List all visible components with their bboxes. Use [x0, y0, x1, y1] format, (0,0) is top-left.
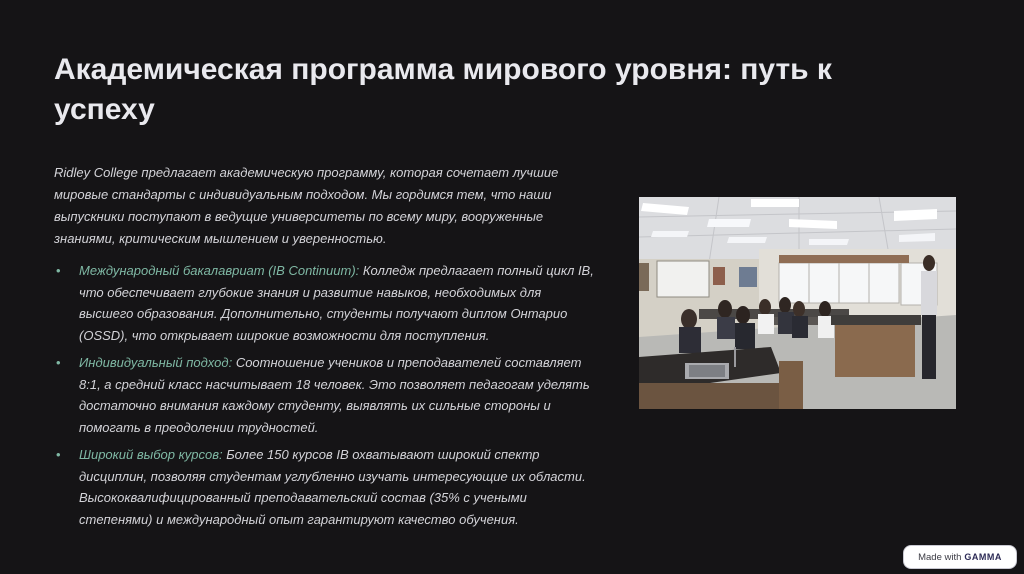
feature-list — [54, 260, 594, 536]
intro-paragraph: Ridley College предлагает академическую программу, которая сочетает лучшие мировые стандарты с индивидуальным подходом. Мы гордимся тем, что наши выпускники поступают в ведущие университеты по всему миру, вооруженные знаниями, критическим мышлением и уверенностью. — [54, 165, 559, 246]
made-with-badge[interactable] — [904, 546, 1016, 568]
list-item — [54, 352, 594, 438]
classroom-photo — [639, 197, 956, 409]
bullet-icon: • — [56, 355, 61, 370]
classroom-illustration — [639, 197, 956, 409]
list-item — [54, 444, 594, 530]
bullet-term: Международный бакалавриат (IB Continuum): — [79, 263, 360, 278]
bullet-icon: • — [56, 447, 61, 462]
slide-title: Академическая программа мирового уровня: путь к успеху — [54, 53, 832, 126]
bullet-text: Колледж предлагает полный цикл IB, что обеспечивает глубокие знания и развитие навыков, необходимых для высшего образования. Дополнительно, студенты получают диплом Онтарио (OSSD), что открывает широкие возможности для поступления. — [79, 263, 594, 343]
bullet-text: Более 150 курсов IB охватывают широкий спектр дисциплин, позволяя студентам углубленно изучать интересующие их области. Высококвалифицированный преподавательский состав (35% с учеными степенями) и международный опыт гарантируют качество обучения. — [79, 447, 586, 527]
list-item — [54, 260, 594, 346]
bullet-text: Соотношение учеников и преподавателей составляет 8:1, а средний класс насчитывает 18 человек. Это позволяет педагогам уделять достаточно внимания каждому студенту, выявлять их сильные стороны и помогать в преодолении трудностей. — [79, 355, 590, 435]
bullet-icon: • — [56, 263, 61, 278]
gamma-logo: GAMMA — [964, 552, 1002, 562]
bullet-term: Широкий выбор курсов: — [79, 447, 223, 462]
bullet-term: Индивидуальный подход: — [79, 355, 233, 370]
badge-prefix: Made with — [918, 551, 962, 563]
